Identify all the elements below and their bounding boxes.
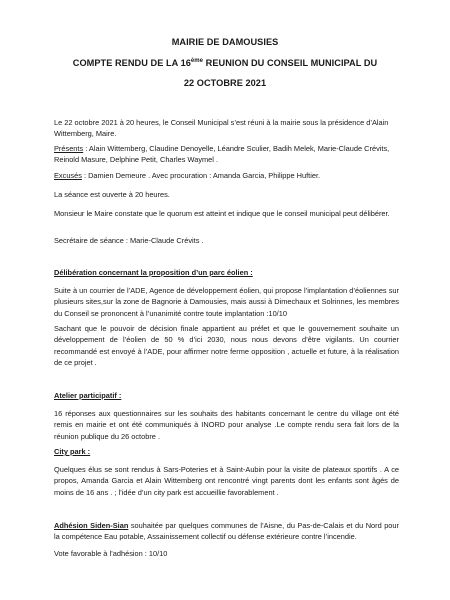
report-title (0, 58, 450, 68)
eolien-heading: Délibération concernant la proposition d’un parc éolien : (54, 268, 253, 277)
report-date: 22 OCTOBRE 2021 (183, 78, 267, 88)
siden-heading: Adhésion Siden-Sian (54, 521, 129, 530)
report-title-post: REUNION DU CONSEIL MUNICIPAL DU (203, 58, 378, 68)
atelier-paragraph: 16 réponses aux questionnaires sur les souhaits des habitants concernant le centre du village ont été remis en mairie et ont été communiqués à INORD pour analyse .Le compte rendu sera fait lors de la réunion publique du 26 octobre . (54, 409, 399, 441)
eolien-paragraph-2: Sachant que le pouvoir de décision finale appartient au préfet et que le gouvernement souhaite un développement de l’éolien de 50 % d’ici 2030, nous nous devons d’être vigilants. Un courrier recommandé est envoyé à l’ADE, pour affirmer notre ferme opposition , actuelle et future, à la réalisation de ce projet . (54, 324, 399, 367)
siden-text: souhaitée par quelques communes de l’Aisne, du Pas-de-Calais et du Nord pour la compétence Eau potable, Assainissement collectif ou défense extérieure contre l’incendie. (54, 521, 399, 542)
opening-paragraph: Le 22 octobre 2021 à 20 heures, le Conseil Municipal s’est réuni à la mairie sous la présidence d’Alain Wittemberg, Maire. (54, 118, 389, 139)
report-title-pre: COMPTE RENDU DE LA 16 (72, 58, 191, 68)
excuses-text: : Damien Demeure . Avec procuration : Amanda Garcia, Philippe Huftier. (81, 171, 321, 180)
mairie-title: MAIRIE DE DAMOUSIES (171, 37, 279, 47)
excuses-label: Excusés (54, 171, 82, 180)
excuses-paragraph (54, 170, 399, 181)
siden-paragraph (54, 520, 399, 543)
quorum-paragraph: Monsieur le Maire constate que le quorum est atteint et indique que le conseil municipal peut délibérer. (54, 209, 390, 218)
secretaire-paragraph: Secrétaire de séance : Marie-Claude Crévits . (54, 236, 204, 245)
citypark-heading: City park : (54, 447, 91, 456)
presents-text: : Alain Wittemberg, Claudine Denoyelle, Léandre Sculier, Badih Melek, Marie-Claude Crévits, Reinold Masure, Delphine Petit, Charles Waymel . (54, 144, 390, 165)
eolien-paragraph-1: Suite à un courrier de l’ADE, Agence de développement éolien, qui propose l’implantation d’éoliennes sur plusieurs sites,sur la zone de Bagnorie à Damousies, mais aussi à Dimechaux et Solrinnes, les membres du Conseil se prononcent à l’unanimité contre toute implantation :10/10 (54, 286, 399, 318)
presents-label: Présents (54, 144, 84, 153)
siden-vote: Vote favorable à l’adhésion : 10/10 (54, 549, 168, 558)
report-title-sup: ème (190, 58, 204, 64)
seance-paragraph: La séance est ouverte à 20 heures. (54, 190, 170, 199)
citypark-paragraph: Quelques élus se sont rendus à Sars-Poteries et à Saint-Aubin pour la visite de plateaux sportifs . A ce propos, Amanda Garcia et Alain Wittemberg ont rencontré vingt parents dont les enfants sont âgés de moins de 16 ans . ; l’idée d’un city park est accueillie favorablement . (54, 465, 399, 497)
presents-paragraph (54, 143, 399, 166)
atelier-heading: Atelier participatif : (54, 391, 122, 400)
